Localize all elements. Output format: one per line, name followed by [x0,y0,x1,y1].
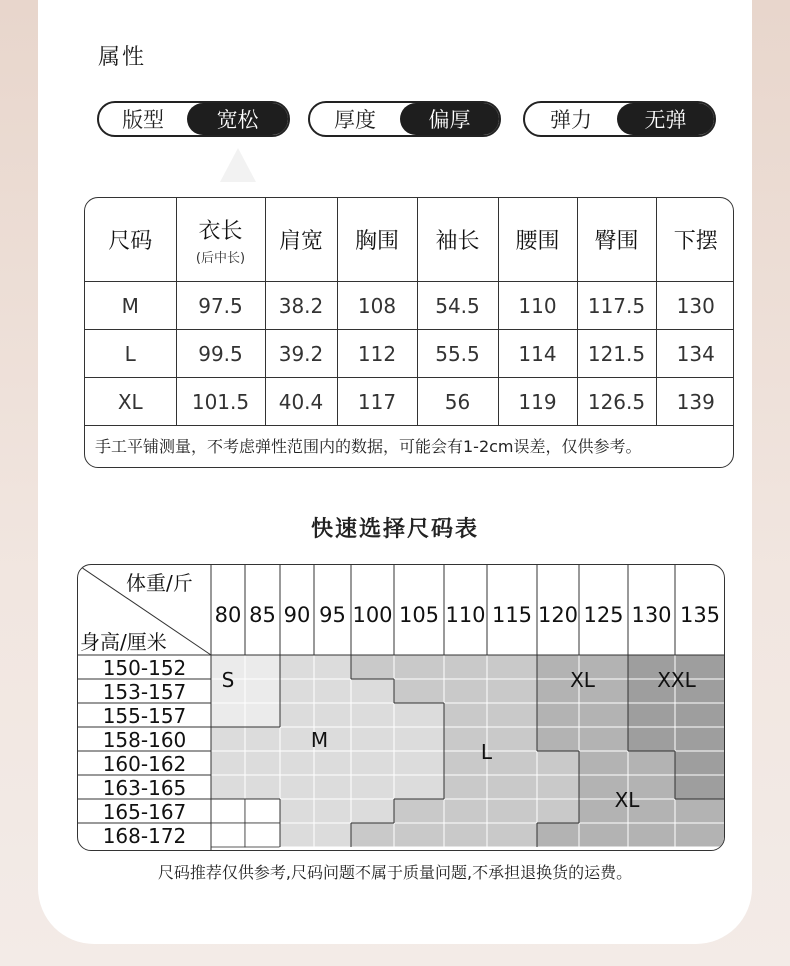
size-cell [675,799,725,823]
size-cell [314,799,351,823]
size-cell [487,655,537,679]
size-cell [351,703,394,727]
size-cell [675,703,725,727]
size-cell [537,775,579,799]
size-cell [245,679,280,703]
size-cell [675,727,725,751]
height-range-label: 163-165 [102,776,187,800]
height-range-label: 165-167 [102,800,187,824]
quick-size-chart [77,564,725,851]
size-zone-label: L [480,740,493,764]
size-cell [537,823,579,847]
attribute-pill-thickness [308,101,501,137]
size-cell [628,823,675,847]
weight-tick-label: 120 [537,603,579,627]
height-range-label: 150-152 [102,656,187,680]
header-cell: 胸围 [337,198,417,282]
size-cell [579,751,628,775]
header-cell: 腰围 [498,198,577,282]
size-cell [211,727,245,751]
size-cell [628,727,675,751]
table-cell: 114 [498,330,577,378]
weight-tick-label: 105 [398,603,440,627]
size-cell [579,703,628,727]
size-cell [314,703,351,727]
table-cell: L [85,330,176,378]
header-label: 衣长 [198,218,243,244]
size-cell [351,823,394,847]
size-cell [280,823,314,847]
size-cell [394,823,444,847]
size-cell [351,655,394,679]
size-zone-label: XL [614,788,640,812]
corner-height-label: 身高/厘米 [80,630,167,654]
table-cell: 38.2 [265,282,337,330]
size-zone-label: XL [570,668,595,692]
size-cell [444,655,487,679]
table-cell: 39.2 [265,330,337,378]
table-cell: 126.5 [577,378,656,426]
header-cell: 肩宽 [265,198,337,282]
attribute-pill-fit [97,101,290,137]
corner-weight-label: 体重/斤 [126,571,193,595]
size-cell [211,823,245,847]
size-cell [351,727,394,751]
size-cell [314,679,351,703]
size-cell [537,751,579,775]
table-cell: 112 [337,330,417,378]
size-cell [537,799,579,823]
size-cell [487,775,537,799]
size-cell [280,703,314,727]
size-zone-label: S [221,668,235,692]
weight-tick-label: 125 [583,603,624,627]
size-cell [280,775,314,799]
table-cell: 99.5 [176,330,265,378]
size-cell [487,703,537,727]
size-cell [280,751,314,775]
weight-tick-label: 95 [319,603,346,627]
size-cell [211,703,245,727]
size-cell [314,655,351,679]
table-row [85,282,734,330]
table-cell: 134 [656,330,734,378]
table-cell: 97.5 [176,282,265,330]
size-cell [245,775,280,799]
size-cell [245,823,280,847]
size-zone-label: M [310,728,329,752]
size-cell [314,775,351,799]
size-cell [537,727,579,751]
table-cell: 117.5 [577,282,656,330]
table-cell: 119 [498,378,577,426]
weight-tick-label: 130 [631,603,672,627]
size-cell [394,751,444,775]
height-range-label: 160-162 [102,752,187,776]
size-cell [444,679,487,703]
attribute-value: 偏厚 [400,103,499,135]
attributes-title: 属性 [98,45,147,70]
size-cell [487,751,537,775]
header-cell: 臀围 [577,198,656,282]
size-cell [211,799,245,823]
size-cell [245,751,280,775]
size-cell [280,727,314,751]
size-cell [628,703,675,727]
table-cell: 40.4 [265,378,337,426]
height-range-label: 155-157 [102,704,187,728]
size-cell [280,799,314,823]
table-row [85,378,734,426]
size-cell [537,703,579,727]
size-disclaimer: 尺码推荐仅供参考,尺码问题不属于质量问题,不承担退换货的运费。 [157,863,633,882]
size-cell [444,703,487,727]
size-cell [487,679,537,703]
quick-size-grid [78,565,725,851]
size-cell [579,823,628,847]
size-cell [579,727,628,751]
size-cell [394,655,444,679]
size-cell [314,751,351,775]
size-cell [394,679,444,703]
weight-tick-label: 115 [491,603,533,627]
size-cell [351,751,394,775]
size-table [84,197,734,468]
attribute-key: 版型 [122,108,165,132]
table-cell: 130 [656,282,734,330]
header-cell-length [176,198,265,282]
size-cell [211,751,245,775]
table-cell: 54.5 [417,282,498,330]
table-cell: 110 [498,282,577,330]
size-cell [245,703,280,727]
size-cell [211,775,245,799]
size-cell [487,799,537,823]
size-table-header [85,198,734,282]
size-cell [394,799,444,823]
table-cell: 108 [337,282,417,330]
size-cell [444,775,487,799]
size-cell [314,823,351,847]
size-cell [351,679,394,703]
size-cell [245,799,280,823]
size-cell [245,727,280,751]
size-cell [444,823,487,847]
attribute-value: 无弹 [617,103,714,135]
weight-tick-label: 110 [445,603,486,627]
attribute-pill-elasticity [523,101,716,137]
size-cell [487,727,537,751]
pointer-triangle [220,148,256,182]
table-cell: 56 [417,378,498,426]
table-cell: 55.5 [417,330,498,378]
size-cell [351,799,394,823]
size-cell [280,679,314,703]
weight-tick-label: 100 [352,603,393,627]
table-cell: M [85,282,176,330]
size-cell [280,655,314,679]
weight-tick-label: 90 [283,603,311,627]
size-cell [394,703,444,727]
size-cell [628,751,675,775]
table-cell: 139 [656,378,734,426]
size-cell [394,727,444,751]
attribute-key: 弹力 [550,108,593,132]
table-cell: XL [85,378,176,426]
size-cell [487,823,537,847]
height-range-label: 153-157 [102,680,187,704]
header-sublabel: (后中长) [195,250,246,266]
size-cell [245,655,280,679]
size-cell [675,751,725,775]
size-zone-label: XXL [657,668,696,692]
size-cell [351,775,394,799]
size-cell [394,775,444,799]
size-cell [675,775,725,799]
size-cell [675,823,725,847]
attribute-key: 厚度 [334,108,377,132]
measurement-note: 手工平铺测量，不考虑弹性范围内的数据，可能会有1-2cm误差，仅供参考。 [95,437,642,456]
weight-tick-label: 135 [679,603,721,627]
table-cell: 101.5 [176,378,265,426]
header-cell: 袖长 [417,198,498,282]
header-cell: 下摆 [656,198,734,282]
quick-size-title: 快速选择尺码表 [310,517,479,542]
size-cell [444,799,487,823]
height-range-label: 168-172 [102,824,187,848]
weight-tick-label: 85 [249,603,276,627]
height-range-label: 158-160 [102,728,187,752]
table-cell: 121.5 [577,330,656,378]
attribute-value: 宽松 [187,103,288,135]
table-cell: 117 [337,378,417,426]
header-cell: 尺码 [85,198,176,282]
table-row [85,330,734,378]
weight-tick-label: 80 [214,603,242,627]
